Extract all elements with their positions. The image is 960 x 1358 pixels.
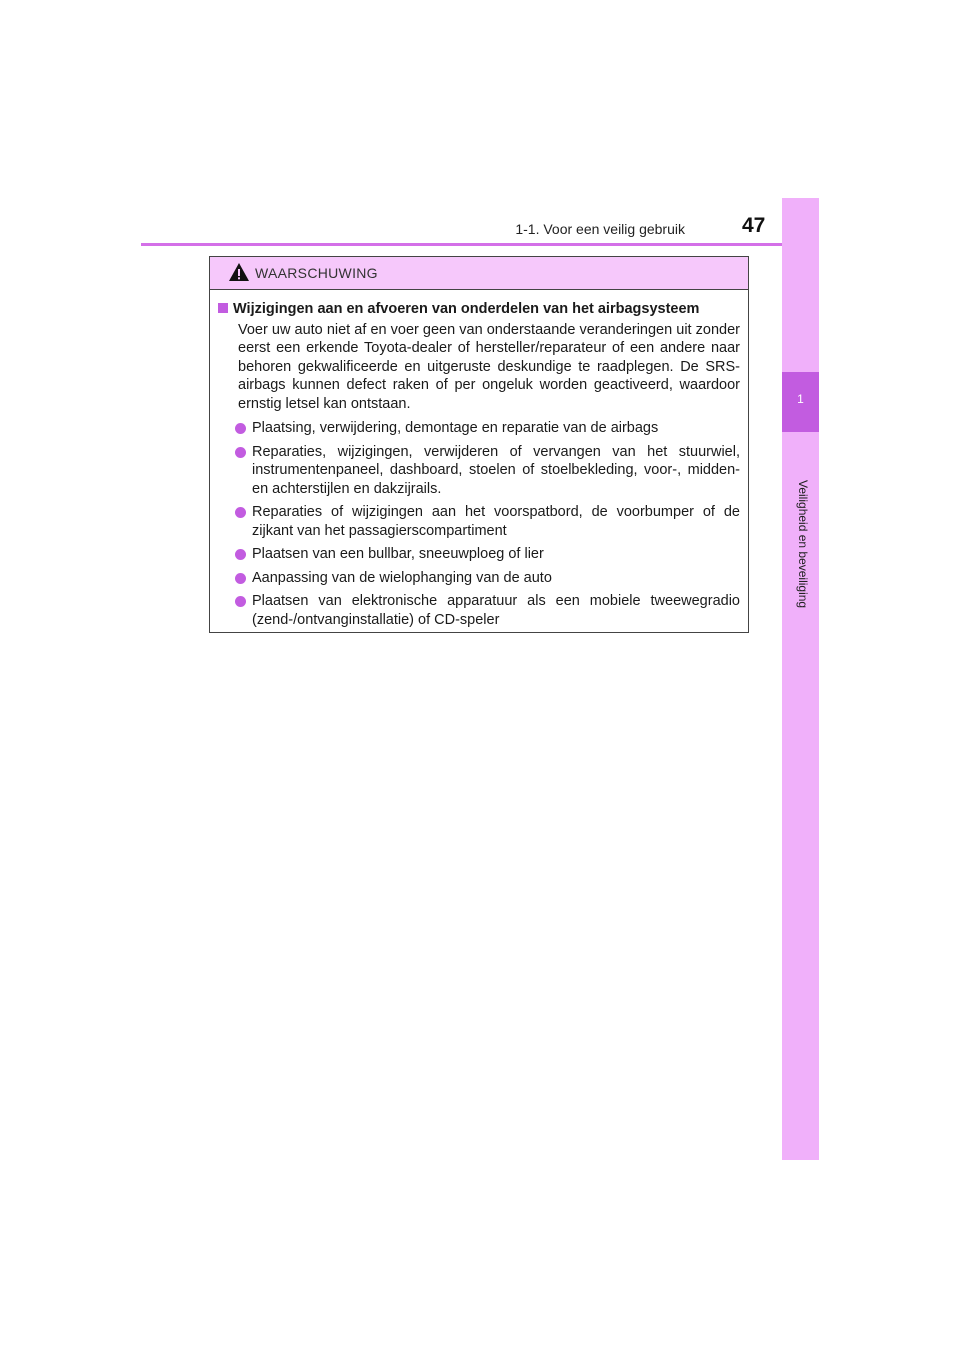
list-item-text: Reparaties of wijzigingen aan het voorspatbord, de voorbumper of de zijkant van het passagierscompartiment xyxy=(252,504,740,539)
list-item xyxy=(218,503,740,540)
round-bullet-icon xyxy=(235,447,246,458)
section-title: 1-1. Voor een veilig gebruik xyxy=(515,221,685,237)
page-number: 47 xyxy=(742,214,766,237)
list-item xyxy=(218,419,740,438)
section-heading xyxy=(218,300,740,319)
list-item xyxy=(218,592,740,629)
list-item-text: Plaatsen van elektronische apparatuur als een mobiele tweewegradio (zend-/ontvanginstallatie) of CD-speler xyxy=(252,593,740,628)
round-bullet-icon xyxy=(235,573,246,584)
warning-body xyxy=(210,290,748,629)
round-bullet-icon xyxy=(235,549,246,560)
chapter-number: 1 xyxy=(797,392,804,406)
warning-title: WAARSCHUWING xyxy=(255,265,378,281)
list-item xyxy=(218,569,740,588)
intro-paragraph: Voer uw auto niet af en voer geen van onderstaande veranderingen uit zonder eerst een erkende Toyota-dealer of hersteller/reparateur of een andere naar behoren gekwalificeerde en uitgeruste deskundige te raadplegen. De SRS-airbags kunnen defect raken of per ongeluk worden geactiveerd, waardoor ernstig letsel kan ontstaan. xyxy=(238,321,740,412)
header-rule xyxy=(141,243,819,246)
side-tab xyxy=(782,198,819,1160)
list-item-text: Aanpassing van de wielophanging van de auto xyxy=(252,569,552,586)
chapter-title: Veiligheid en beveiliging xyxy=(796,480,810,609)
list-item xyxy=(218,443,740,499)
warning-triangle-icon xyxy=(228,262,250,282)
list-item xyxy=(218,545,740,564)
round-bullet-icon xyxy=(235,596,246,607)
list-item-text: Plaatsen van een bullbar, sneeuwploeg of lier xyxy=(252,546,544,562)
section-heading-text: Wijzigingen aan en afvoeren van onderdelen van het airbagsysteem xyxy=(233,301,700,317)
warning-header xyxy=(210,257,748,290)
square-bullet-icon xyxy=(218,303,228,313)
warning-box xyxy=(209,256,749,633)
list-item-text: Reparaties, wijzigingen, verwijderen of vervangen van het stuurwiel, instrumentenpaneel, dashboard, stoelen of stoelbekleding, voor-, midden- en achterstijlen en dakzijrails. xyxy=(252,443,740,497)
bullet-list xyxy=(218,419,740,629)
round-bullet-icon xyxy=(235,423,246,434)
round-bullet-icon xyxy=(235,507,246,518)
list-item-text: Plaatsing, verwijdering, demontage en reparatie van de airbags xyxy=(252,420,659,436)
